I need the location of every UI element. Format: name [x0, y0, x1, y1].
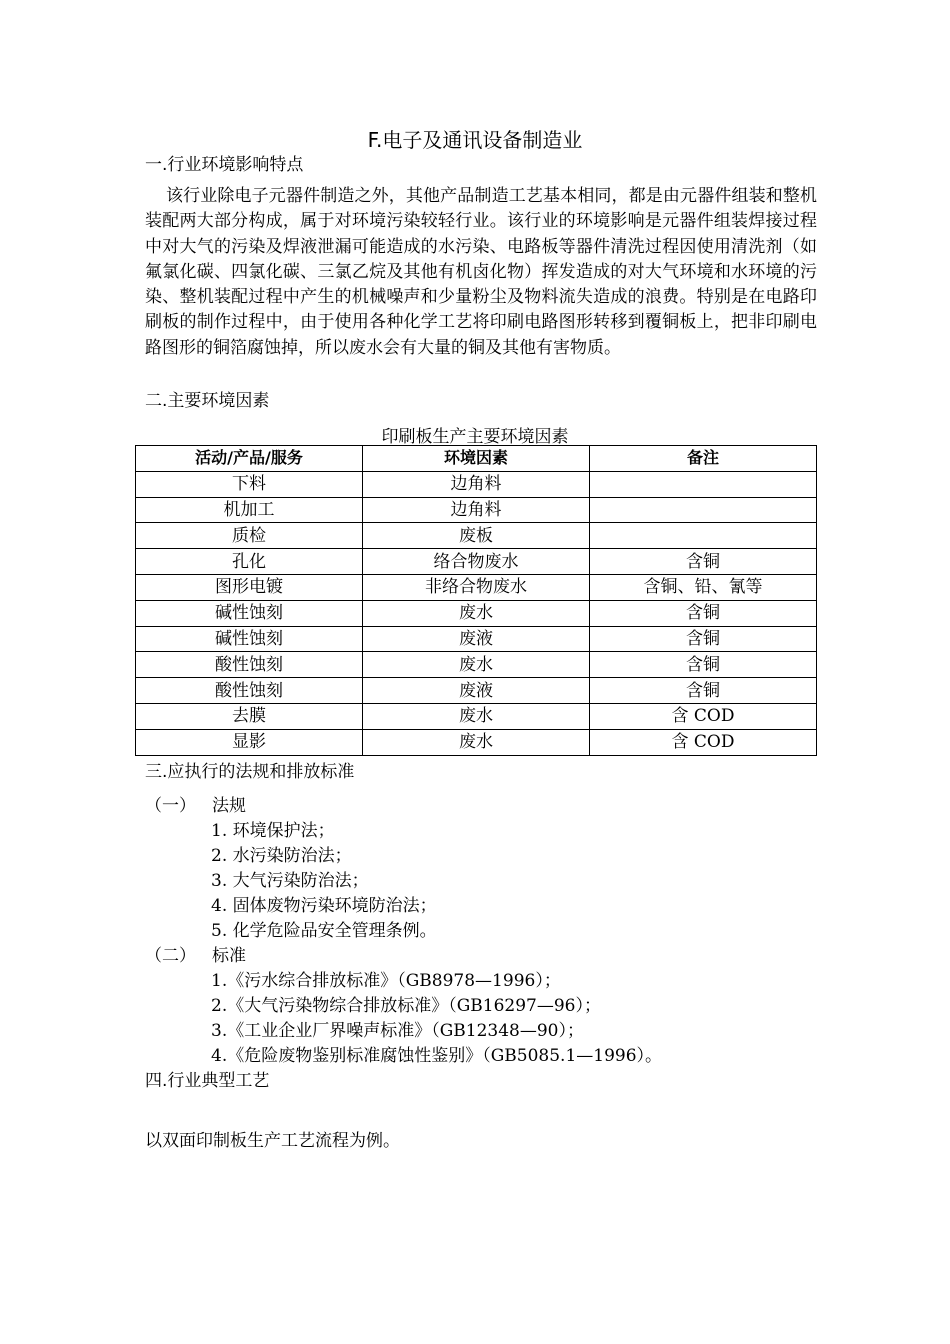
cell-remark: 含铜、铅、氰等 [590, 574, 817, 600]
environmental-factors-table [135, 445, 817, 756]
cell-activity: 图形电镀 [136, 574, 363, 600]
table-caption: 印刷板生产主要环境因素 [381, 427, 569, 447]
cell-activity: 碱性蚀刻 [136, 626, 363, 652]
cell-factor: 废板 [363, 523, 590, 549]
standard-item: 3.《工业企业厂界噪声标准》（GB12348—90）； [211, 1021, 585, 1041]
cell-remark: 含铜 [590, 626, 817, 652]
table-row [136, 600, 817, 626]
section-4-heading: 四.行业典型工艺 [145, 1071, 270, 1091]
table-row [136, 497, 817, 523]
column-header-remark: 备注 [590, 446, 817, 472]
regulation-item: 5. 化学危险品安全管理条例。 [211, 921, 437, 941]
cell-remark: 含 COD [590, 729, 817, 755]
cell-factor: 络合物废水 [363, 549, 590, 575]
regulation-item: 4. 固体废物污染环境防治法； [211, 896, 437, 916]
column-header-activity: 活动/产品/服务 [136, 446, 363, 472]
cell-remark: 含铜 [590, 549, 817, 575]
section-4-text: 以双面印制板生产工艺流程为例。 [145, 1131, 400, 1151]
regulation-item: 1. 环境保护法； [211, 821, 335, 841]
regulation-item: 3. 大气污染防治法； [211, 871, 369, 891]
section-2-heading: 二.主要环境因素 [145, 391, 270, 411]
cell-factor: 废液 [363, 626, 590, 652]
cell-activity: 机加工 [136, 497, 363, 523]
cell-remark [590, 471, 817, 497]
table-row [136, 549, 817, 575]
standard-item: 1.《污水综合排放标准》（GB8978—1996）； [211, 971, 561, 991]
cell-activity: 碱性蚀刻 [136, 600, 363, 626]
cell-factor: 废液 [363, 678, 590, 704]
cell-remark [590, 523, 817, 549]
group-1-label: （一） [145, 796, 196, 816]
cell-remark: 含铜 [590, 678, 817, 704]
table-header-row [136, 446, 817, 472]
cell-activity: 去膜 [136, 703, 363, 729]
cell-factor: 边角料 [363, 471, 590, 497]
table-row [136, 471, 817, 497]
cell-activity: 质检 [136, 523, 363, 549]
cell-factor: 废水 [363, 600, 590, 626]
cell-factor: 废水 [363, 703, 590, 729]
table-row [136, 652, 817, 678]
group-2-title: 标准 [212, 946, 246, 966]
section-1-paragraph: 该行业除电子元器件制造之外，其他产品制造工艺基本相同，都是由元器件组装和整机装配两大部分构成，属于对环境污染较轻行业。该行业的环境影响是元器件组装焊接过程中对大气的污染及焊液泄漏可能造成的水污染、电路板等器件清洗过程因使用清洗剂（如氟氯化碳、四氯化碳、三氯乙烷及其他有机卤化物）挥发造成的对大气环境和水环境的污染、整机装配过程中产生的机械噪声和少量粉尘及物料流失造成的浪费。特别是在电路印刷板的制作过程中，由于使用各种化学工艺将印刷电路图形转移到覆铜板上，把非印刷电路图形的铜箔腐蚀掉，所以废水会有大量的铜及其他有害物质。 [145, 186, 817, 358]
table-row [136, 626, 817, 652]
cell-remark: 含铜 [590, 652, 817, 678]
cell-activity: 下料 [136, 471, 363, 497]
cell-activity: 酸性蚀刻 [136, 678, 363, 704]
table-row [136, 523, 817, 549]
cell-remark [590, 497, 817, 523]
cell-activity: 显影 [136, 729, 363, 755]
regulation-item: 2. 水污染防治法； [211, 846, 352, 866]
cell-remark: 含铜 [590, 600, 817, 626]
table-row [136, 574, 817, 600]
group-1-title: 法规 [212, 796, 246, 816]
table-row [136, 729, 817, 755]
standard-item: 2.《大气污染物综合排放标准》（GB16297—96）； [211, 996, 602, 1016]
cell-factor: 废水 [363, 652, 590, 678]
cell-activity: 孔化 [136, 549, 363, 575]
column-header-factor: 环境因素 [363, 446, 590, 472]
section-3-heading: 三.应执行的法规和排放标准 [145, 762, 355, 782]
cell-factor: 废水 [363, 729, 590, 755]
cell-remark: 含 COD [590, 703, 817, 729]
cell-factor: 边角料 [363, 497, 590, 523]
document-title: F.电子及通讯设备制造业 [367, 128, 583, 152]
table-row [136, 678, 817, 704]
cell-activity: 酸性蚀刻 [136, 652, 363, 678]
standard-item: 4.《危险废物鉴别标准腐蚀性鉴别》（GB5085.1—1996）。 [211, 1046, 663, 1066]
table-row [136, 703, 817, 729]
group-2-label: （二） [145, 946, 196, 966]
cell-factor: 非络合物废水 [363, 574, 590, 600]
section-1-heading: 一.行业环境影响特点 [145, 155, 304, 175]
